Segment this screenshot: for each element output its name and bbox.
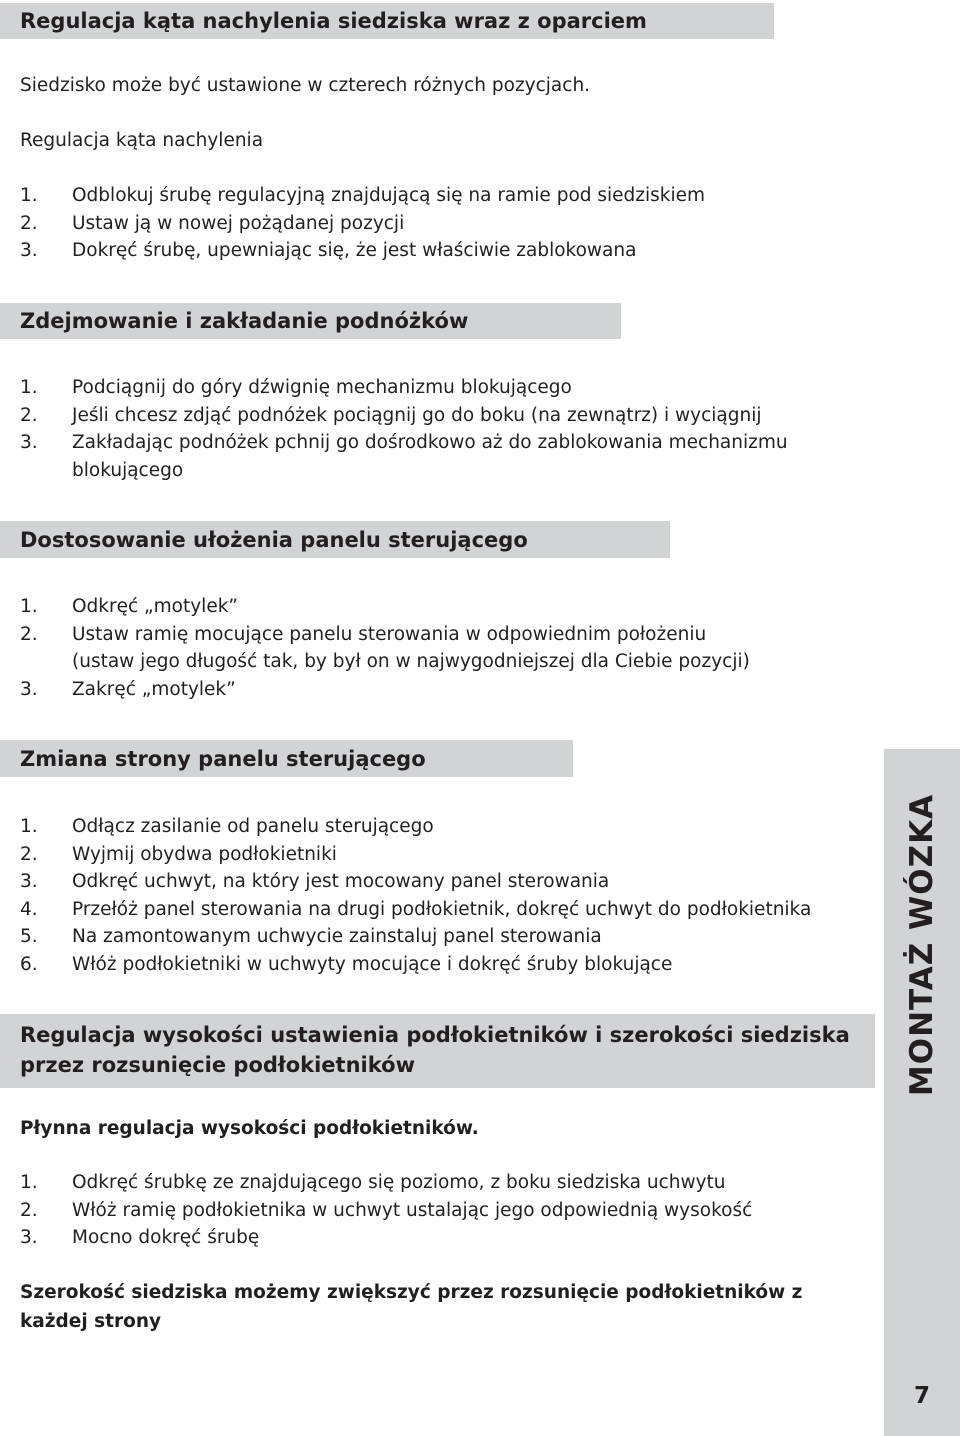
list-item <box>20 923 850 951</box>
steps-list <box>20 1169 850 1252</box>
list-item <box>20 402 850 430</box>
list-item <box>20 374 850 402</box>
heading-text: Zmiana strony panelu sterującego <box>20 746 426 771</box>
step-text: Na zamontowanym uchwycie zainstaluj panel sterowania <box>72 926 602 947</box>
step-text: Mocno dokręć śrubę <box>72 1227 260 1248</box>
step-text: Dokręć śrubę, upewniając się, że jest właściwie zablokowana <box>72 240 637 261</box>
intro-text <box>20 72 590 100</box>
step-number: 3. <box>20 1227 38 1248</box>
steps-list <box>20 813 850 978</box>
side-tab-label: MONTAŻ WÓZKA <box>904 793 940 1097</box>
section-heading <box>0 303 621 339</box>
step-number: 1. <box>20 185 38 206</box>
step-text: Włóż podłokietniki w uchwyty mocujące i dokręć śruby blokujące <box>72 953 673 975</box>
steps-list <box>20 374 850 484</box>
section-heading <box>0 521 670 558</box>
list-item <box>20 951 850 979</box>
step-number: 1. <box>20 377 38 398</box>
step-text: Włóż ramię podłokietnika w uchwyt ustalając jego odpowiednią wysokość <box>72 1199 753 1221</box>
list-item <box>20 429 792 484</box>
section-heading <box>0 3 774 39</box>
list-item <box>20 896 850 924</box>
subheading-text: Regulacja kąta nachylenia <box>20 130 264 151</box>
subheading <box>20 1115 479 1143</box>
list-item <box>20 676 850 704</box>
step-text: Zakręć „motylek” <box>72 678 236 700</box>
subheading <box>20 127 263 155</box>
heading-text: Zdejmowanie i zakładanie podnóżków <box>20 309 469 333</box>
heading-text: Regulacja wysokości ustawienia podłokietników i szerokości siedziska przez rozsunięcie podłokietników <box>20 1023 850 1077</box>
step-text: Przełóż panel sterowania na drugi podłokietnik, dokręć uchwyt do podłokietnika <box>72 898 812 920</box>
step-text: Odkręć uchwyt, na który jest mocowany panel sterowania <box>72 871 610 892</box>
step-number: 2. <box>20 212 38 234</box>
heading-text: Regulacja kąta nachylenia siedziska wraz z oparciem <box>20 9 647 33</box>
list-item <box>20 868 850 896</box>
step-text: Podciągnij do góry dźwignię mechanizmu blokującego <box>72 377 572 398</box>
list-item <box>20 210 850 238</box>
subheading-text: Płynna regulacja wysokości podłokietników. <box>20 1118 479 1139</box>
step-text: Ustaw ją w nowej pożądanej pozycji <box>72 212 405 234</box>
list-item <box>20 1224 850 1252</box>
step-number: 2. <box>20 623 38 645</box>
step-number: 2. <box>20 843 38 865</box>
step-text: Ustaw ramię mocujące panelu sterowania w odpowiednim położeniu (ustaw jego długość tak, by był on w najwygodniejszej dla Ciebie pozycji) <box>72 623 750 672</box>
step-number: 6. <box>20 953 38 975</box>
list-item <box>20 1197 850 1225</box>
step-number: 1. <box>20 1172 38 1193</box>
step-number: 3. <box>20 678 38 700</box>
list-item <box>20 621 762 676</box>
step-number: 2. <box>20 404 38 426</box>
step-number: 3. <box>20 432 38 453</box>
heading-text: Dostosowanie ułożenia panelu sterującego <box>20 527 528 552</box>
list-item <box>20 1169 850 1197</box>
steps-list <box>20 593 850 703</box>
list-item <box>20 593 850 621</box>
step-text: Zakładając podnóżek pchnij go dośrodkowo aż do zablokowania mechanizmu blokującego <box>72 432 788 481</box>
steps-list <box>20 182 850 265</box>
list-item <box>20 182 850 210</box>
step-number: 3. <box>20 240 38 261</box>
step-number: 5. <box>20 926 38 947</box>
step-number: 1. <box>20 596 38 617</box>
step-number: 1. <box>20 816 38 837</box>
list-item <box>20 841 850 869</box>
intro-paragraph: Siedzisko może być ustawione w czterech różnych pozycjach. <box>20 75 591 96</box>
step-text: Wyjmij obydwa podłokietniki <box>72 843 337 865</box>
step-text: Odkręć „motylek” <box>72 596 239 617</box>
step-number: 4. <box>20 898 38 920</box>
step-text: Odblokuj śrubę regulacyjną znajdującą się na ramie pod siedziskiem <box>72 185 706 206</box>
note-text <box>20 1279 875 1336</box>
step-number: 3. <box>20 871 38 892</box>
step-text: Jeśli chcesz zdjąć podnóżek pociągnij go do boku (na zewnątrz) i wyciągnij <box>72 404 762 426</box>
page-number: 7 <box>913 1383 930 1409</box>
note-paragraph: Szerokość siedziska możemy zwiększyć przez rozsunięcie podłokietników z każdej strony <box>20 1282 803 1332</box>
step-text: Odkręć śrubkę ze znajdującego się poziomo, z boku siedziska uchwytu <box>72 1172 726 1193</box>
section-heading <box>0 740 573 777</box>
list-item <box>20 813 850 841</box>
step-number: 2. <box>20 1199 38 1221</box>
section-heading <box>0 1014 875 1088</box>
list-item <box>20 237 850 265</box>
step-text: Odłącz zasilanie od panelu sterującego <box>72 816 434 837</box>
